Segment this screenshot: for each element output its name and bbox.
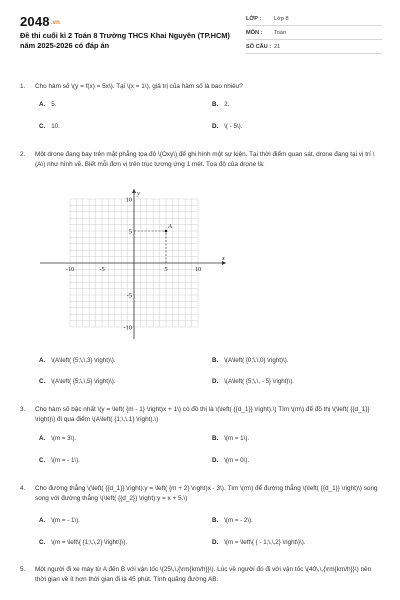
meta-key: SỐ CÂU : <box>246 43 272 50</box>
option-c[interactable] <box>39 377 116 387</box>
coordinate-graph <box>38 186 230 341</box>
site-logo[interactable] <box>20 14 60 29</box>
option-c[interactable] <box>39 456 80 466</box>
option-text: \(m = \left\{ {1;\,\,2} \right\}\). <box>51 539 128 546</box>
question-number: 4. <box>20 485 26 492</box>
option-a[interactable] <box>39 434 76 444</box>
y-axis-arrow <box>132 189 136 193</box>
option-letter: C. <box>39 539 46 546</box>
option-text: \(m = 3\). <box>51 435 77 442</box>
option-text: \(A\left( {0;\,\,0} \right)\). <box>224 357 289 364</box>
meta-value: Toán <box>274 29 287 36</box>
option-text: \(A\left( {5;\,\, - 5} \right)\). <box>224 378 294 385</box>
question-1 <box>20 82 382 132</box>
option-c[interactable] <box>39 538 127 548</box>
x-tick-label: -5 <box>99 266 105 273</box>
option-b[interactable] <box>212 434 249 444</box>
option-letter: C. <box>39 123 46 130</box>
option-letter: B. <box>212 101 219 108</box>
question-text: Một drone đang bay trên mặt phẳng tọa độ \(Oxy\) để ghi hình một sự kiện. Tại thời điểm quan sát, drone đang tại vị trí \(A\) như hình vẽ. Biết mỗi đơn vị trên trục tương ứng 1 mét. Tọa độ của drone là: <box>35 151 375 168</box>
point-a <box>165 230 168 233</box>
option-text: \(A\left( {5;\,\,3} \right)\). <box>51 357 116 364</box>
option-text: \(m = - 2\). <box>224 517 253 524</box>
option-text: \(m = \left\{ { - 1;\,\,2} \right\}\). <box>224 539 306 546</box>
meta-key: MÔN : <box>246 29 263 36</box>
y-tick-label: -5 <box>126 292 132 300</box>
option-text: \(m = 1\). <box>224 435 250 442</box>
option-letter: C. <box>39 378 46 385</box>
option-letter: B. <box>212 517 219 524</box>
option-text: 2. <box>224 101 230 108</box>
meta-value: Lớp 8 <box>274 15 289 22</box>
x-tick-label: 5 <box>164 266 168 273</box>
option-a[interactable] <box>39 100 56 110</box>
option-d[interactable] <box>212 122 242 132</box>
option-b[interactable] <box>212 100 229 110</box>
option-text: 5. <box>51 101 57 108</box>
option-b[interactable] <box>212 516 253 526</box>
question-text: Cho hàm số \(y = f(x) = 5x\). Tại \(x = 1\), giá trị của hàm số là bao nhiêu? <box>35 83 243 90</box>
question-4 <box>20 484 382 548</box>
option-c[interactable] <box>39 122 60 132</box>
option-text: \(m = - 1\). <box>51 457 80 464</box>
x-tick-label: -10 <box>65 266 75 273</box>
x-axis-label: x <box>222 255 225 262</box>
option-letter: D. <box>212 539 219 546</box>
logo-text: 2048 <box>20 14 50 29</box>
option-letter: B. <box>212 435 219 442</box>
option-letter: C. <box>39 457 46 464</box>
option-d[interactable] <box>212 538 306 548</box>
option-letter: A. <box>39 101 46 108</box>
exam-meta <box>246 12 382 54</box>
question-number: 3. <box>20 406 26 413</box>
x-tick-label: 10 <box>194 266 202 273</box>
question-text: Một người đi xe máy từ A đến B với vận tốc \(25\,\,{\rm{km/h}}\). Lúc về người đó đi với vận tốc \(40\,\,{\rm{km/h}}\) nên thời gian về ít hơn thời gian đi là 45 phút. Tính quãng đường AB. <box>35 566 372 583</box>
meta-row-subject <box>246 26 382 40</box>
option-a[interactable] <box>39 516 80 526</box>
option-text: 10. <box>51 123 60 130</box>
tick-labels <box>66 197 202 332</box>
question-text: Cho đường thẳng \(\left( {{d_1}} \right):y = \left( {m + 2} \right)x - 3\). Tìm \(m\) để đường thẳng \(\left( {{d_1}} \right)\) song song với đường thẳng \(\left( {{d_2}} \right):y = x + 5.\) <box>35 485 378 502</box>
question-number: 1. <box>20 83 26 90</box>
meta-key: LỚP : <box>246 15 262 22</box>
y-tick-label: 10 <box>125 196 132 204</box>
option-d[interactable] <box>212 456 249 466</box>
option-d[interactable] <box>212 377 294 387</box>
question-number: 2. <box>20 151 26 158</box>
option-letter: D. <box>212 378 219 385</box>
y-tick-label: 5 <box>128 228 132 236</box>
option-text: \(A\left( {5;\,\,5} \right)\). <box>51 378 116 385</box>
option-letter: B. <box>212 357 219 364</box>
option-letter: A. <box>39 435 46 442</box>
question-text: Cho hàm số bậc nhất \(y = \left( {m - 1} \right)x + 1\) có đồ thị là \(\left( {{d_1}} \right).\) Tìm \(m\) để đồ thị \(\left( {{d_1}} \right)\) đi qua điểm \(A\left( {1;\,\,1} \right).\) <box>35 406 370 423</box>
exam-title: Đề thi cuối kì 2 Toán 8 Trường THCS Khai Nguyên (TP.HCM) năm 2025-2026 có đáp án <box>20 31 230 50</box>
document-header <box>20 12 382 62</box>
question-5 <box>20 565 382 597</box>
question-number: 5. <box>20 566 26 573</box>
y-axis-label: y <box>137 190 140 197</box>
logo-suffix: .vn <box>50 20 61 26</box>
option-letter: D. <box>212 457 219 464</box>
option-letter: A. <box>39 357 46 364</box>
meta-value: 21 <box>274 43 281 50</box>
coordinate-plane <box>38 186 230 341</box>
option-text: \(m = - 1\). <box>51 517 80 524</box>
y-tick-label: -10 <box>123 324 132 332</box>
option-a[interactable] <box>39 356 116 366</box>
question-3 <box>20 405 382 465</box>
option-letter: A. <box>39 517 46 524</box>
meta-row-count <box>246 40 382 54</box>
option-b[interactable] <box>212 356 289 366</box>
point-a-label: A <box>168 223 172 230</box>
option-letter: D. <box>212 123 219 130</box>
meta-row-class <box>246 12 382 26</box>
option-text: \( - 5\). <box>224 123 243 130</box>
option-text: \(m = 0\). <box>224 457 250 464</box>
